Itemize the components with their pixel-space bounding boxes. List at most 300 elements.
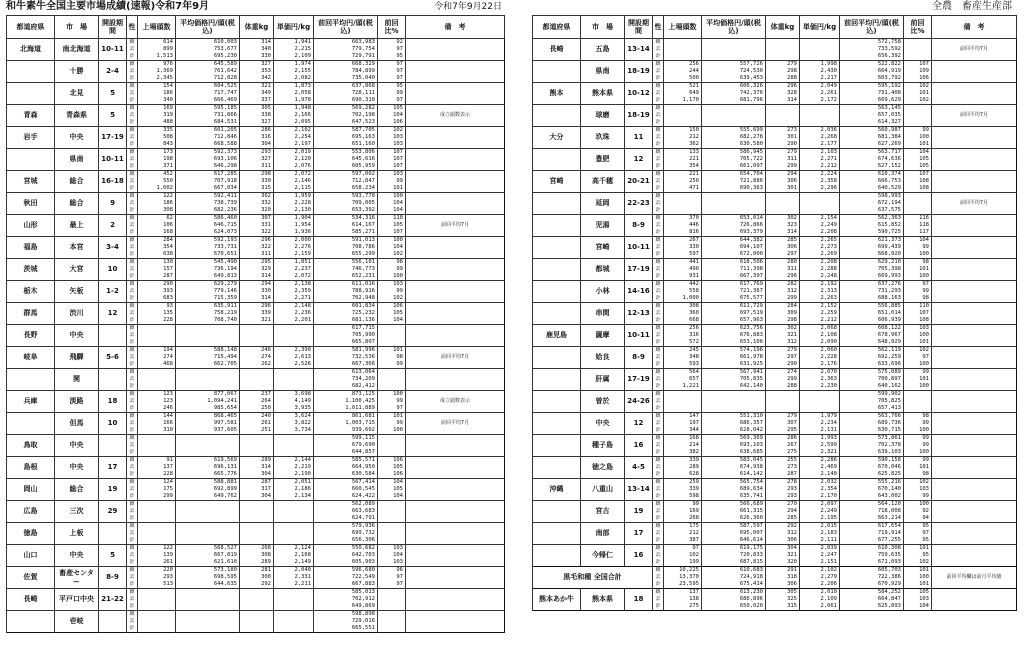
- sex-cell: 計: [653, 361, 664, 369]
- count-cell: 2,345: [138, 75, 176, 83]
- count-cell: 500: [664, 75, 702, 83]
- sex-cell: 計: [653, 207, 664, 215]
- market-cell: 曽於: [581, 391, 625, 413]
- sex-cell: 去: [653, 442, 664, 449]
- table-row: [7, 171, 505, 179]
- count-cell: 649: [664, 90, 702, 97]
- prev-price-cell: 682,412: [314, 383, 378, 391]
- prefecture-cell: 山口: [7, 545, 55, 567]
- weight-cell: [240, 369, 274, 377]
- price-cell: 635,911: [176, 303, 240, 311]
- sex-cell: 計: [653, 427, 664, 435]
- ratio-cell: 101: [904, 581, 932, 589]
- unit-price-cell: 2,115: [274, 185, 314, 193]
- ratio-cell: 95: [904, 537, 932, 545]
- prev-price-cell: 689,736: [840, 420, 904, 427]
- sex-cell: 去: [127, 68, 138, 75]
- ratio-cell: 106: [378, 457, 406, 465]
- sex-cell: 去: [127, 354, 138, 361]
- count-cell: 130: [138, 259, 176, 267]
- count-cell: [138, 339, 176, 347]
- count-cell: 256: [664, 61, 702, 69]
- ratio-cell: 101: [904, 464, 932, 471]
- note-cell: [406, 325, 505, 347]
- count-cell: 261: [138, 559, 176, 567]
- weight-cell: [240, 449, 274, 457]
- unit-price-cell: 2,469: [800, 464, 840, 471]
- count-cell: 628: [664, 471, 702, 479]
- unit-price-cell: 2,230: [800, 383, 840, 391]
- sex-cell: 去: [653, 244, 664, 251]
- sex-cell: 雌: [127, 501, 138, 509]
- weight-cell: 327: [240, 119, 274, 127]
- sex-cell: 計: [127, 53, 138, 61]
- prefecture-cell: [533, 523, 581, 545]
- ratio-cell: [904, 119, 932, 127]
- ratio-cell: 96: [378, 567, 406, 575]
- market-cell: 小林: [581, 281, 625, 303]
- sex-cell: 去: [127, 530, 138, 537]
- prefecture-cell: 福島: [7, 237, 55, 259]
- unit-price-cell: 2,111: [800, 537, 840, 545]
- sex-cell: 計: [653, 251, 664, 259]
- weight-cell: 285: [766, 237, 800, 245]
- weight-cell: 279: [766, 347, 800, 355]
- table-row: [7, 39, 505, 47]
- sex-cell: 去: [653, 156, 664, 163]
- ratio-cell: 97: [904, 354, 932, 361]
- price-cell: 692,899: [176, 486, 240, 493]
- price-cell: 868,465: [176, 413, 240, 421]
- count-cell: 393: [138, 288, 176, 295]
- weight-cell: 279: [766, 413, 800, 421]
- prev-price-cell: 729,016: [314, 618, 378, 625]
- prev-price-cell: 630,584: [314, 471, 378, 479]
- unit-price-cell: [800, 105, 840, 113]
- ratio-cell: 103: [904, 596, 932, 603]
- note-cell: [932, 589, 1017, 611]
- prev-price-cell: 601,834: [314, 303, 378, 311]
- sex-cell: 去: [127, 288, 138, 295]
- table-row: [7, 105, 505, 113]
- prev-price-cell: 633,696: [840, 361, 904, 369]
- market-cell: 南部: [581, 523, 625, 545]
- price-cell: [176, 537, 240, 545]
- weight-cell: 306: [766, 581, 800, 589]
- note-cell: [932, 171, 1017, 193]
- prev-price-cell: 617,715: [314, 325, 378, 333]
- count-cell: 308: [138, 207, 176, 215]
- price-cell: 639,453: [702, 75, 766, 83]
- count-cell: [138, 332, 176, 339]
- price-cell: 649,762: [176, 493, 240, 501]
- prev-price-cell: 708,786: [314, 244, 378, 251]
- sex-cell: 計: [653, 603, 664, 611]
- weight-cell: 304: [240, 471, 274, 479]
- sex-cell: 計: [127, 273, 138, 281]
- table-row: [533, 391, 1017, 399]
- sex-cell: 去: [653, 376, 664, 383]
- price-cell: 551,310: [702, 413, 766, 421]
- weight-cell: 322: [240, 229, 274, 237]
- weight-cell: 311: [766, 156, 800, 163]
- ratio-cell: 107: [378, 163, 406, 171]
- prev-price-cell: 667,366: [314, 361, 378, 369]
- period-cell: 17-19: [625, 259, 653, 281]
- prefecture-cell: 北海道: [7, 39, 55, 61]
- prev-price-cell: 649,869: [314, 603, 378, 611]
- prev-price-cell: 614,327: [840, 119, 904, 127]
- market-cell: 十勝: [55, 61, 99, 83]
- price-cell: 686,357: [702, 420, 766, 427]
- market-cell: 五島: [581, 39, 625, 61]
- ratio-cell: 99: [378, 266, 406, 273]
- sex-cell: 雌: [653, 149, 664, 157]
- prefecture-cell: 秋田: [7, 193, 55, 215]
- prev-price-cell: 608,122: [840, 325, 904, 333]
- price-cell: 686,896: [702, 596, 766, 603]
- prefecture-cell: 広島: [7, 501, 55, 523]
- prev-price-cell: 702,198: [314, 112, 378, 119]
- ratio-cell: 105: [378, 464, 406, 471]
- market-cell: 豊肥: [581, 149, 625, 171]
- ratio-cell: [378, 435, 406, 443]
- ratio-cell: 95: [378, 53, 406, 61]
- ratio-cell: 107: [378, 149, 406, 157]
- price-cell: 721,367: [702, 288, 766, 295]
- unit-price-cell: 2,172: [800, 97, 840, 105]
- period-cell: 18-19: [625, 61, 653, 83]
- note-cell: [406, 611, 505, 633]
- weight-cell: [766, 112, 800, 119]
- prev-price-cell: 629,210: [840, 259, 904, 267]
- count-cell: [138, 618, 176, 625]
- market-cell: 総合: [55, 171, 99, 193]
- weight-cell: 301: [766, 134, 800, 141]
- price-cell: 689,634: [702, 486, 766, 493]
- weight-cell: 322: [240, 244, 274, 251]
- note-cell: 成立頭数表示: [406, 105, 505, 127]
- unit-price-cell: 2,049: [800, 83, 840, 91]
- table-row: [7, 501, 505, 509]
- count-cell: 194: [138, 347, 176, 355]
- ratio-cell: 110: [904, 303, 932, 311]
- ratio-cell: 110: [378, 215, 406, 223]
- count-cell: 657: [664, 376, 702, 383]
- table-row: [533, 435, 1017, 443]
- prev-price-cell: 550,682: [314, 545, 378, 553]
- unit-price-cell: 2,269: [800, 251, 840, 259]
- count-cell: 816: [664, 229, 702, 237]
- price-cell: 721,886: [702, 178, 766, 185]
- sex-cell: 計: [127, 427, 138, 435]
- count-cell: 1,170: [664, 97, 702, 105]
- ratio-cell: 102: [378, 251, 406, 259]
- count-cell: 316: [664, 332, 702, 339]
- prev-price-cell: 556,885: [840, 303, 904, 311]
- prefecture-cell: 沖縄: [533, 479, 581, 501]
- weight-cell: 288: [766, 75, 800, 83]
- prev-price-cell: 562,089: [314, 501, 378, 509]
- price-cell: 733,731: [176, 244, 240, 251]
- ratio-cell: 102: [904, 479, 932, 487]
- period-cell: 1-2: [99, 281, 127, 303]
- price-cell: 662,705: [176, 361, 240, 369]
- sex-cell: 去: [127, 596, 138, 603]
- sex-cell: 去: [127, 134, 138, 141]
- weight-cell: [240, 589, 274, 597]
- prev-price-cell: 610,374: [840, 171, 904, 179]
- prefecture-cell: 佐賀: [7, 567, 55, 589]
- unit-price-cell: 1,954: [274, 222, 314, 229]
- ratio-cell: 101: [904, 266, 932, 273]
- unit-price-cell: 2,097: [800, 501, 840, 509]
- period-cell: 12: [625, 413, 653, 435]
- price-cell: 653,014: [702, 215, 766, 223]
- period-cell: 12-13: [625, 303, 653, 325]
- sex-cell: 計: [653, 163, 664, 171]
- ratio-cell: [904, 398, 932, 405]
- price-cell: 645,589: [176, 61, 240, 69]
- sex-cell: 計: [653, 119, 664, 127]
- ratio-cell: 101: [904, 339, 932, 347]
- sex-cell: 雌: [127, 523, 138, 531]
- ratio-cell: 99: [904, 244, 932, 251]
- sex-cell: 雌: [127, 479, 138, 487]
- weight-cell: 304: [240, 141, 274, 149]
- table-row: [533, 369, 1017, 377]
- market-cell: 中央: [581, 413, 625, 435]
- prev-price-cell: 732,536: [314, 354, 378, 361]
- sex-cell: 計: [127, 75, 138, 83]
- table-row: [7, 83, 505, 91]
- weight-cell: 279: [766, 149, 800, 157]
- prev-price-cell: 705,398: [840, 266, 904, 273]
- unit-price-cell: 2,430: [800, 68, 840, 75]
- price-cell: 592,193: [176, 237, 240, 245]
- price-cell: 667,034: [176, 185, 240, 193]
- period-cell: 16-18: [99, 171, 127, 193]
- price-cell: 682,278: [702, 134, 766, 141]
- count-cell: 976: [138, 61, 176, 69]
- table-row: [7, 215, 505, 223]
- market-cell: 壱岐: [55, 611, 99, 633]
- unit-price-cell: [800, 207, 840, 215]
- prefecture-cell: [533, 501, 581, 523]
- count-cell: 564: [664, 369, 702, 377]
- ratio-cell: 102: [904, 97, 932, 105]
- left-table-body: [7, 39, 505, 633]
- price-cell: 687,815: [702, 559, 766, 567]
- price-cell: [176, 603, 240, 611]
- market-cell: 淡路: [55, 391, 99, 413]
- prev-price-cell: 663,214: [840, 515, 904, 523]
- period-cell: 19: [99, 479, 127, 501]
- ratio-cell: 105: [904, 163, 932, 171]
- ratio-cell: [378, 618, 406, 625]
- market-cell: 宮古: [581, 501, 625, 523]
- count-cell: 310: [138, 427, 176, 435]
- table-row: [533, 589, 1017, 597]
- prev-price-cell: 725,232: [314, 310, 378, 317]
- prev-price-cell: 597,002: [314, 171, 378, 179]
- header-weight: 体重kg: [240, 16, 274, 39]
- header-note: 備 考: [406, 16, 505, 39]
- ratio-cell: 105: [378, 105, 406, 113]
- note-cell: [932, 523, 1017, 545]
- prev-price-cell: 671,093: [840, 559, 904, 567]
- period-cell: 21-22: [99, 589, 127, 611]
- prev-price-cell: 731,293: [840, 288, 904, 295]
- weight-cell: 270: [766, 501, 800, 509]
- count-cell: 150: [664, 127, 702, 135]
- unit-price-cell: [274, 332, 314, 339]
- count-cell: 186: [138, 200, 176, 207]
- price-cell: 569,369: [702, 435, 766, 443]
- weight-cell: 312: [766, 530, 800, 537]
- table-row: [7, 479, 505, 487]
- sex-cell: 去: [127, 508, 138, 515]
- sex-cell: 計: [653, 141, 664, 149]
- count-cell: 1,002: [138, 185, 176, 193]
- count-cell: [664, 119, 702, 127]
- table-row: [533, 413, 1017, 421]
- count-cell: 638: [138, 251, 176, 259]
- weight-cell: [240, 611, 274, 619]
- sex-cell: 去: [653, 552, 664, 559]
- weight-cell: 312: [766, 339, 800, 347]
- count-cell: 1,000: [664, 295, 702, 303]
- market-cell: 最上: [55, 215, 99, 237]
- market-cell: 姶良: [581, 347, 625, 369]
- price-cell: 684,531: [176, 119, 240, 127]
- sex-cell: 雌: [653, 435, 664, 443]
- header-sex: 性: [653, 16, 664, 39]
- unit-price-cell: [800, 119, 840, 127]
- ratio-cell: 100: [904, 361, 932, 369]
- price-cell: 586,460: [176, 215, 240, 223]
- sex-cell: 計: [653, 53, 664, 61]
- unit-price-cell: [274, 611, 314, 619]
- ratio-cell: [378, 369, 406, 377]
- sex-cell: 雌: [653, 413, 664, 421]
- count-cell: 199: [664, 559, 702, 567]
- price-cell: 629,279: [176, 281, 240, 289]
- weight-cell: 321: [240, 317, 274, 325]
- sex-cell: 去: [653, 486, 664, 493]
- price-cell: 587,597: [702, 523, 766, 531]
- count-cell: 97: [664, 545, 702, 553]
- table-row: [533, 545, 1017, 553]
- weight-cell: 288: [766, 383, 800, 391]
- sex-cell: 去: [653, 530, 664, 537]
- unit-price-cell: 4,149: [274, 398, 314, 405]
- market-cell: 南北海道: [55, 39, 99, 61]
- prev-price-cell: 873,125: [314, 391, 378, 399]
- unit-price-cell: 2,234: [800, 420, 840, 427]
- price-cell: 672,000: [702, 251, 766, 259]
- count-cell: [138, 523, 176, 531]
- ratio-cell: 100: [904, 273, 932, 281]
- sex-cell: 雌: [653, 545, 664, 553]
- price-cell: 736,194: [176, 266, 240, 273]
- weight-cell: [240, 508, 274, 515]
- prefecture-cell: 兵庫: [7, 391, 55, 413]
- sex-cell: 去: [127, 464, 138, 471]
- ratio-cell: 99: [378, 288, 406, 295]
- price-cell: 654,704: [702, 171, 766, 179]
- weight-cell: [766, 39, 800, 47]
- count-cell: 354: [664, 163, 702, 171]
- ratio-cell: 104: [904, 603, 932, 611]
- weight-cell: 296: [240, 237, 274, 245]
- table-row: [7, 259, 505, 267]
- weight-cell: 342: [240, 75, 274, 83]
- count-cell: 214: [664, 442, 702, 449]
- prev-price-cell: 1,011,889: [314, 405, 378, 413]
- prev-price-cell: 585,013: [314, 589, 378, 597]
- weight-cell: 314: [240, 295, 274, 303]
- price-cell: [702, 53, 766, 61]
- prefecture-cell: 鹿児島: [533, 325, 581, 347]
- count-cell: 154: [138, 83, 176, 91]
- note-cell: [406, 259, 505, 281]
- unit-price-cell: [274, 501, 314, 509]
- weight-cell: [240, 325, 274, 333]
- ratio-cell: 104: [378, 552, 406, 559]
- prefecture-cell: [533, 391, 581, 413]
- unit-price-cell: 1,941: [274, 39, 314, 47]
- prev-price-cell: 746,773: [314, 266, 378, 273]
- count-cell: 245: [664, 347, 702, 355]
- market-cell: 県南: [581, 61, 625, 83]
- unit-price-cell: 2,058: [274, 90, 314, 97]
- unit-price-cell: 1,936: [274, 229, 314, 237]
- prev-price-cell: 648,929: [840, 339, 904, 347]
- period-cell: 17: [625, 523, 653, 545]
- ratio-cell: 104: [904, 149, 932, 157]
- sex-cell: 雌: [653, 391, 664, 399]
- period-cell: 2: [99, 215, 127, 237]
- prev-price-cell: 656,392: [840, 53, 904, 61]
- prev-price-cell: 572,758: [840, 39, 904, 47]
- price-cell: 657,963: [702, 317, 766, 325]
- sex-cell: 去: [653, 354, 664, 361]
- weight-cell: 305: [766, 589, 800, 597]
- ratio-cell: 99: [378, 90, 406, 97]
- count-cell: [664, 39, 702, 47]
- period-cell: 5: [99, 545, 127, 567]
- header-period: 開設期間: [99, 16, 127, 39]
- prev-price-cell: 702,378: [840, 442, 904, 449]
- sex-cell: 雌: [127, 457, 138, 465]
- table-row: [7, 347, 505, 355]
- price-cell: 565,754: [702, 479, 766, 487]
- sex-cell: 計: [653, 581, 664, 589]
- ratio-cell: [378, 515, 406, 523]
- prev-price-cell: 733,592: [840, 46, 904, 53]
- note-cell: 前回平均7月: [932, 39, 1017, 61]
- ratio-cell: 101: [378, 185, 406, 193]
- price-cell: 715,359: [176, 295, 240, 303]
- prev-price-cell: 669,993: [840, 273, 904, 281]
- count-cell: 228: [138, 317, 176, 325]
- count-cell: 284: [138, 237, 176, 245]
- sex-cell: 雌: [127, 127, 138, 135]
- prefecture-cell: 岡山: [7, 479, 55, 501]
- count-cell: 23,595: [664, 581, 702, 589]
- unit-price-cell: 2,313: [800, 288, 840, 295]
